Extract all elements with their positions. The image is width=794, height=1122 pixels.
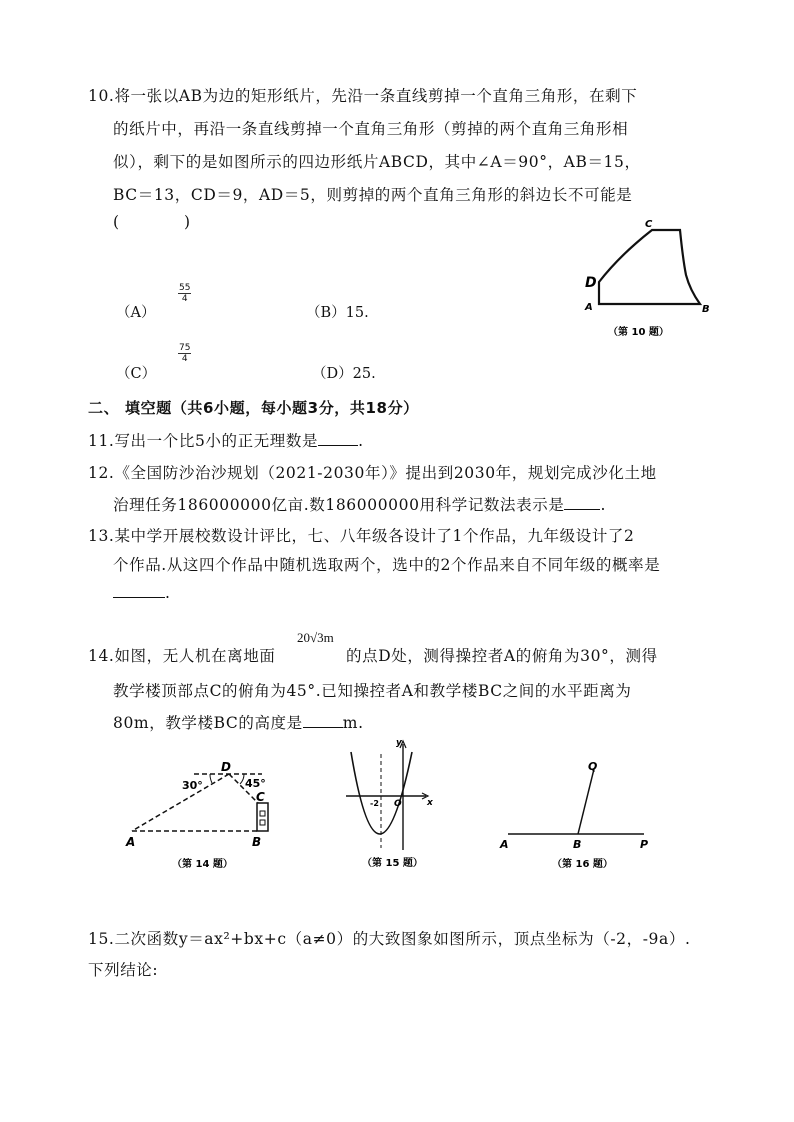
building-window-2 (260, 820, 265, 825)
angle-45-arc (240, 774, 244, 784)
option-b: （B）15. (306, 305, 369, 321)
q10-line-1: 10.将一张以AB为边的矩形纸片，先沿一条直线剪掉一个直角三角形，在剩下 (88, 87, 638, 105)
q14-line-2: 教学楼顶部点C的俯角为45°.已知操控者A和教学楼BC之间的水平距离为 (113, 682, 632, 700)
q11 (88, 429, 364, 451)
figure-14 (118, 755, 298, 870)
q12-line-1: 12.《全国防沙治沙规划（2021-2030年）》提出到2030年，规划完成沙化土地 (88, 464, 657, 482)
q15-line-1: 15.二次函数y＝ax²+bx+c（a≠0）的大致图象如图所示，顶点坐标为（-2，-9a）. (88, 930, 691, 948)
angle-30-arc (210, 774, 212, 783)
figure-10-caption: （第 10 题） (608, 327, 669, 338)
option-a-fraction (178, 283, 191, 304)
label-b: B (252, 835, 262, 849)
section-2-title: 二、 填空题（共6小题，每小题3分，共18分） (88, 399, 419, 417)
q10-line-4: BC＝13，CD＝9，AD＝5，则剪掉的两个直角三角形的斜边长不可能是 (113, 186, 633, 204)
label-b: B (702, 304, 710, 315)
q12-end: . (600, 496, 606, 514)
option-c-fraction (178, 343, 191, 364)
q15-line-2: 下列结论: (88, 961, 159, 979)
q13-line-2: 个作品.从这四个作品中随机选取两个，选中的2个作品来自不同年级的概率是 (113, 556, 661, 574)
figure-15 (338, 736, 448, 870)
q13-end: . (165, 584, 171, 602)
q13-line-3 (113, 583, 171, 602)
q11-text: 11.写出一个比5小的正无理数是 (88, 432, 319, 450)
figure-14-caption: （第 14 题） (172, 859, 233, 870)
label-y: y (396, 738, 402, 748)
figure-10 (580, 215, 720, 345)
q12-line-2 (113, 493, 606, 515)
ray-bq (578, 769, 594, 834)
q10-line-3: 似），剩下的是如图所示的四边形纸片ABCD，其中∠A＝90°，AB＝15， (113, 153, 641, 171)
option-a-numerator: 55 (179, 283, 191, 293)
option-c-label: （C） (116, 366, 157, 382)
building-bc (257, 803, 268, 831)
label-p: P (640, 838, 649, 851)
figure-15-caption: （第 15 题） (362, 858, 423, 869)
label-minus-2: -2 (370, 799, 379, 808)
building-window-1 (260, 811, 265, 816)
label-x: x (427, 798, 433, 808)
line-da (132, 774, 229, 831)
q14-line-3-text: 80m，教学楼BC的高度是 (113, 714, 303, 732)
option-d: （D）25. (312, 366, 376, 382)
q14-line-1b: 的点D处，测得操控者A的俯角为30°，测得 (346, 647, 658, 665)
label-q: Q (588, 760, 598, 773)
option-a-label: （A） (116, 305, 156, 321)
q11-answer-blank[interactable] (318, 431, 358, 446)
label-a: A (126, 835, 136, 849)
quadrilateral-abcd (599, 230, 700, 304)
label-b: B (573, 838, 582, 851)
option-a-denominator: 4 (181, 294, 188, 304)
q14-line-3 (113, 711, 364, 733)
q12-answer-blank[interactable] (564, 495, 600, 510)
q13-answer-blank[interactable] (113, 583, 165, 598)
q10-line-2: 的纸片中，再沿一条直线剪掉一个直角三角形（剪掉的两个直角三角形相 (113, 120, 629, 138)
q12-line-2-text: 治理任务186000000亿亩.数186000000用科学记数法表示是 (113, 496, 565, 514)
label-d: D (585, 275, 597, 291)
angle-30-label: 30° (182, 779, 203, 792)
option-c-denominator: 4 (181, 354, 188, 364)
q14-line-1a: 14.如图，无人机在离地面 (88, 647, 276, 665)
label-c: C (645, 219, 653, 230)
label-origin: O (394, 799, 402, 809)
q14-answer-blank[interactable] (303, 713, 343, 728)
q13-line-1: 13.某中学开展校数设计评比，七、八年级各设计了1个作品，九年级设计了2 (88, 527, 635, 545)
label-c: C (256, 790, 265, 804)
angle-45-label: 45° (245, 777, 266, 790)
figure-16 (494, 755, 664, 870)
option-c-numerator: 75 (179, 343, 191, 353)
q14-unit: m. (342, 714, 364, 732)
q10-answer-bracket: ( ) (113, 213, 191, 231)
label-d: D (221, 760, 231, 774)
label-a: A (585, 302, 593, 313)
figure-16-caption: （第 16 题） (552, 859, 613, 870)
q14-height-expression: 20√3m (297, 630, 334, 645)
label-a: A (500, 838, 509, 851)
q11-end: . (358, 432, 364, 450)
